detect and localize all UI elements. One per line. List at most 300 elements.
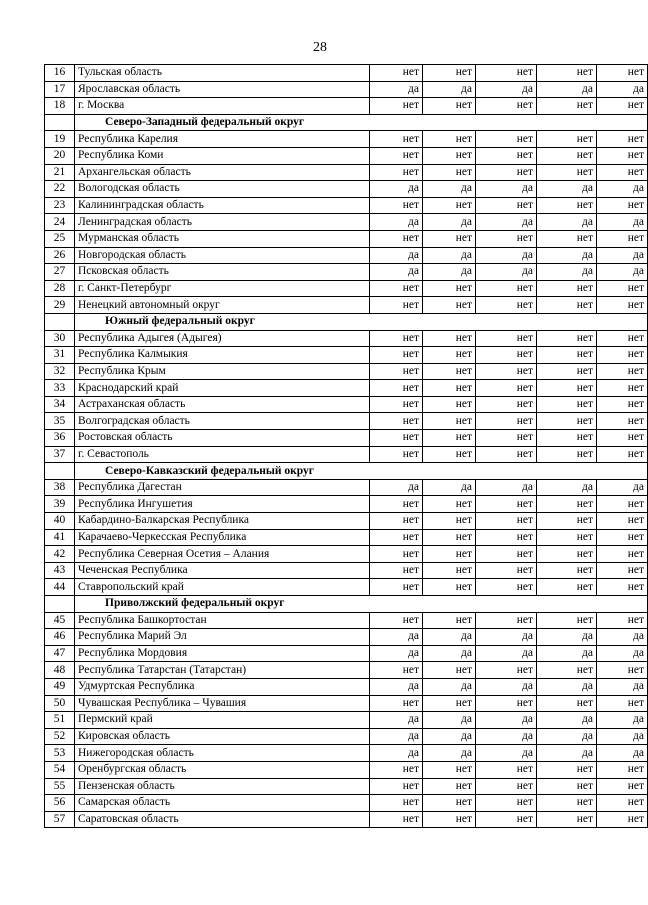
value-cell: нет: [370, 695, 423, 712]
value-cell: да: [537, 181, 597, 198]
region-name: Нижегородская область: [75, 745, 370, 762]
value-cell: нет: [476, 413, 537, 430]
value-cell: нет: [476, 197, 537, 214]
value-cell: да: [537, 629, 597, 646]
value-cell: да: [597, 712, 648, 729]
table-row: [45, 65, 648, 82]
value-cell: нет: [537, 98, 597, 115]
district-name: Приволжский федеральный округ: [75, 596, 648, 613]
value-cell: нет: [370, 795, 423, 812]
value-cell: нет: [423, 98, 476, 115]
row-number: 37: [45, 446, 75, 463]
value-cell: нет: [423, 197, 476, 214]
row-number: 51: [45, 712, 75, 729]
row-number: 22: [45, 181, 75, 198]
value-cell: нет: [537, 396, 597, 413]
value-cell: нет: [476, 147, 537, 164]
value-cell: нет: [370, 496, 423, 513]
table-row: [45, 513, 648, 530]
value-cell: нет: [423, 230, 476, 247]
row-number: 29: [45, 297, 75, 314]
district-name: Северо-Западный федеральный округ: [75, 114, 648, 131]
value-cell: нет: [597, 197, 648, 214]
row-number: 48: [45, 662, 75, 679]
value-cell: да: [537, 81, 597, 98]
value-cell: нет: [597, 363, 648, 380]
table-row: [45, 562, 648, 579]
value-cell: нет: [423, 65, 476, 82]
region-name: Тульская область: [75, 65, 370, 82]
value-cell: нет: [537, 430, 597, 447]
value-cell: нет: [370, 164, 423, 181]
value-cell: да: [370, 247, 423, 264]
value-cell: нет: [597, 778, 648, 795]
value-cell: нет: [476, 446, 537, 463]
table-row: [45, 695, 648, 712]
region-name: Республика Коми: [75, 147, 370, 164]
value-cell: нет: [370, 662, 423, 679]
value-cell: нет: [423, 778, 476, 795]
table-row: [45, 214, 648, 231]
value-cell: нет: [423, 662, 476, 679]
value-cell: да: [423, 629, 476, 646]
value-cell: нет: [597, 612, 648, 629]
table-row: [45, 131, 648, 148]
row-number: 36: [45, 430, 75, 447]
regions-table: [44, 64, 648, 828]
table-row: [45, 413, 648, 430]
region-name: Кировская область: [75, 728, 370, 745]
value-cell: нет: [597, 280, 648, 297]
row-number: 32: [45, 363, 75, 380]
value-cell: нет: [423, 131, 476, 148]
table-row: [45, 430, 648, 447]
value-cell: да: [537, 247, 597, 264]
value-cell: нет: [476, 280, 537, 297]
value-cell: нет: [423, 695, 476, 712]
value-cell: да: [423, 712, 476, 729]
value-cell: нет: [370, 529, 423, 546]
value-cell: нет: [423, 280, 476, 297]
row-number: 24: [45, 214, 75, 231]
value-cell: да: [423, 645, 476, 662]
value-cell: нет: [597, 98, 648, 115]
table-row: [45, 795, 648, 812]
value-cell: нет: [423, 761, 476, 778]
value-cell: нет: [537, 579, 597, 596]
region-name: Республика Калмыкия: [75, 347, 370, 364]
region-name: Самарская область: [75, 795, 370, 812]
table-row: [45, 330, 648, 347]
value-cell: да: [370, 645, 423, 662]
value-cell: да: [423, 678, 476, 695]
value-cell: нет: [597, 446, 648, 463]
value-cell: нет: [476, 612, 537, 629]
district-name: Южный федеральный округ: [75, 313, 648, 330]
region-name: Саратовская область: [75, 811, 370, 828]
value-cell: да: [476, 712, 537, 729]
row-number: 49: [45, 678, 75, 695]
value-cell: нет: [370, 396, 423, 413]
table-row: [45, 629, 648, 646]
value-cell: да: [597, 479, 648, 496]
value-cell: нет: [423, 562, 476, 579]
table-row: [45, 147, 648, 164]
value-cell: нет: [537, 811, 597, 828]
value-cell: нет: [476, 695, 537, 712]
value-cell: нет: [537, 380, 597, 397]
row-number: 44: [45, 579, 75, 596]
row-number: 50: [45, 695, 75, 712]
value-cell: нет: [423, 612, 476, 629]
value-cell: нет: [476, 546, 537, 563]
value-cell: нет: [370, 811, 423, 828]
value-cell: нет: [537, 164, 597, 181]
value-cell: да: [537, 745, 597, 762]
region-name: Республика Крым: [75, 363, 370, 380]
region-name: Волгоградская область: [75, 413, 370, 430]
region-name: Архангельская область: [75, 164, 370, 181]
value-cell: нет: [476, 363, 537, 380]
value-cell: нет: [476, 579, 537, 596]
region-name: г. Севастополь: [75, 446, 370, 463]
row-number: 28: [45, 280, 75, 297]
value-cell: нет: [537, 131, 597, 148]
value-cell: да: [597, 629, 648, 646]
value-cell: да: [476, 81, 537, 98]
value-cell: нет: [423, 430, 476, 447]
district-header-row: [45, 313, 648, 330]
value-cell: нет: [597, 761, 648, 778]
value-cell: нет: [370, 413, 423, 430]
value-cell: да: [423, 214, 476, 231]
row-number: 38: [45, 479, 75, 496]
region-name: Удмуртская Республика: [75, 678, 370, 695]
value-cell: да: [537, 728, 597, 745]
value-cell: нет: [476, 662, 537, 679]
value-cell: нет: [597, 662, 648, 679]
region-name: Краснодарский край: [75, 380, 370, 397]
value-cell: да: [370, 678, 423, 695]
value-cell: нет: [597, 695, 648, 712]
value-cell: нет: [423, 347, 476, 364]
district-name: Северо-Кавказский федеральный округ: [75, 463, 648, 480]
value-cell: нет: [537, 297, 597, 314]
value-cell: нет: [597, 147, 648, 164]
value-cell: нет: [537, 347, 597, 364]
page-number: 28: [313, 40, 327, 55]
value-cell: да: [476, 629, 537, 646]
region-name: Астраханская область: [75, 396, 370, 413]
value-cell: да: [423, 264, 476, 281]
region-name: Республика Дагестан: [75, 479, 370, 496]
value-cell: нет: [537, 612, 597, 629]
row-number: 54: [45, 761, 75, 778]
value-cell: да: [476, 214, 537, 231]
value-cell: нет: [597, 562, 648, 579]
value-cell: нет: [370, 230, 423, 247]
value-cell: нет: [370, 446, 423, 463]
value-cell: нет: [370, 513, 423, 530]
value-cell: нет: [476, 230, 537, 247]
value-cell: нет: [537, 761, 597, 778]
table-row: [45, 446, 648, 463]
value-cell: нет: [597, 230, 648, 247]
value-cell: да: [537, 479, 597, 496]
value-cell: нет: [370, 297, 423, 314]
value-cell: нет: [476, 396, 537, 413]
value-cell: да: [370, 214, 423, 231]
region-name: Республика Северная Осетия – Алания: [75, 546, 370, 563]
value-cell: нет: [597, 513, 648, 530]
value-cell: да: [370, 264, 423, 281]
empty-number-cell: [45, 596, 75, 613]
value-cell: да: [597, 181, 648, 198]
table-row: [45, 579, 648, 596]
table-row: [45, 712, 648, 729]
value-cell: нет: [423, 164, 476, 181]
value-cell: нет: [476, 811, 537, 828]
table-row: [45, 546, 648, 563]
value-cell: да: [370, 479, 423, 496]
value-cell: нет: [476, 98, 537, 115]
value-cell: нет: [597, 131, 648, 148]
region-name: Ростовская область: [75, 430, 370, 447]
value-cell: да: [476, 678, 537, 695]
row-number: 47: [45, 645, 75, 662]
table-row: [45, 612, 648, 629]
value-cell: нет: [370, 363, 423, 380]
value-cell: нет: [476, 513, 537, 530]
district-header-row: [45, 596, 648, 613]
region-name: Республика Татарстан (Татарстан): [75, 662, 370, 679]
row-number: 53: [45, 745, 75, 762]
value-cell: да: [597, 745, 648, 762]
table-row: [45, 396, 648, 413]
value-cell: нет: [476, 164, 537, 181]
table-row: [45, 98, 648, 115]
value-cell: нет: [537, 529, 597, 546]
value-cell: нет: [537, 662, 597, 679]
row-number: 20: [45, 147, 75, 164]
value-cell: нет: [476, 761, 537, 778]
region-name: Пензенская область: [75, 778, 370, 795]
value-cell: нет: [476, 131, 537, 148]
row-number: 18: [45, 98, 75, 115]
value-cell: нет: [423, 546, 476, 563]
value-cell: нет: [537, 280, 597, 297]
region-name: Псковская область: [75, 264, 370, 281]
table-row: [45, 811, 648, 828]
value-cell: да: [537, 645, 597, 662]
region-name: Пермский край: [75, 712, 370, 729]
row-number: 26: [45, 247, 75, 264]
value-cell: да: [476, 181, 537, 198]
value-cell: нет: [370, 147, 423, 164]
value-cell: да: [537, 712, 597, 729]
value-cell: нет: [476, 65, 537, 82]
row-number: 46: [45, 629, 75, 646]
value-cell: нет: [423, 795, 476, 812]
row-number: 21: [45, 164, 75, 181]
region-name: Карачаево-Черкесская Республика: [75, 529, 370, 546]
value-cell: нет: [537, 513, 597, 530]
value-cell: нет: [476, 529, 537, 546]
value-cell: нет: [423, 396, 476, 413]
row-number: 55: [45, 778, 75, 795]
value-cell: нет: [423, 147, 476, 164]
row-number: 17: [45, 81, 75, 98]
value-cell: да: [597, 645, 648, 662]
region-name: Республика Ингушетия: [75, 496, 370, 513]
row-number: 43: [45, 562, 75, 579]
value-cell: нет: [597, 164, 648, 181]
value-cell: нет: [370, 546, 423, 563]
value-cell: да: [597, 678, 648, 695]
value-cell: нет: [423, 380, 476, 397]
region-name: Республика Адыгея (Адыгея): [75, 330, 370, 347]
value-cell: да: [597, 81, 648, 98]
value-cell: нет: [423, 363, 476, 380]
value-cell: да: [476, 247, 537, 264]
value-cell: нет: [423, 579, 476, 596]
table-row: [45, 264, 648, 281]
value-cell: нет: [423, 513, 476, 530]
table-row: [45, 297, 648, 314]
value-cell: да: [537, 264, 597, 281]
row-number: 23: [45, 197, 75, 214]
table-row: [45, 479, 648, 496]
table-row: [45, 197, 648, 214]
row-number: 45: [45, 612, 75, 629]
table-row: [45, 728, 648, 745]
district-header-row: [45, 463, 648, 480]
row-number: 16: [45, 65, 75, 82]
district-header-row: [45, 114, 648, 131]
value-cell: нет: [370, 562, 423, 579]
value-cell: нет: [537, 695, 597, 712]
value-cell: да: [370, 181, 423, 198]
value-cell: да: [423, 81, 476, 98]
value-cell: нет: [476, 380, 537, 397]
row-number: 39: [45, 496, 75, 513]
table-row: [45, 81, 648, 98]
row-number: 41: [45, 529, 75, 546]
value-cell: нет: [597, 330, 648, 347]
value-cell: нет: [537, 65, 597, 82]
region-name: Республика Башкортостан: [75, 612, 370, 629]
value-cell: нет: [537, 562, 597, 579]
value-cell: да: [597, 728, 648, 745]
region-name: Ярославская область: [75, 81, 370, 98]
value-cell: нет: [537, 147, 597, 164]
table-row: [45, 363, 648, 380]
table-row: [45, 662, 648, 679]
row-number: 42: [45, 546, 75, 563]
value-cell: да: [370, 81, 423, 98]
value-cell: нет: [370, 330, 423, 347]
row-number: 30: [45, 330, 75, 347]
region-name: Мурманская область: [75, 230, 370, 247]
value-cell: да: [537, 678, 597, 695]
table-row: [45, 164, 648, 181]
value-cell: нет: [597, 65, 648, 82]
region-name: Ленинградская область: [75, 214, 370, 231]
value-cell: да: [597, 264, 648, 281]
table-row: [45, 347, 648, 364]
region-name: Оренбургская область: [75, 761, 370, 778]
table-row: [45, 778, 648, 795]
value-cell: нет: [597, 546, 648, 563]
value-cell: нет: [597, 496, 648, 513]
empty-number-cell: [45, 463, 75, 480]
table-row: [45, 247, 648, 264]
value-cell: нет: [597, 380, 648, 397]
region-name: Чувашская Республика – Чувашия: [75, 695, 370, 712]
value-cell: да: [597, 214, 648, 231]
value-cell: да: [597, 247, 648, 264]
row-number: 25: [45, 230, 75, 247]
region-name: Республика Карелия: [75, 131, 370, 148]
value-cell: нет: [597, 529, 648, 546]
value-cell: нет: [537, 446, 597, 463]
value-cell: нет: [423, 496, 476, 513]
region-name: Республика Марий Эл: [75, 629, 370, 646]
value-cell: нет: [476, 496, 537, 513]
value-cell: нет: [537, 546, 597, 563]
empty-number-cell: [45, 313, 75, 330]
value-cell: нет: [370, 197, 423, 214]
value-cell: нет: [423, 529, 476, 546]
row-number: 19: [45, 131, 75, 148]
table-row: [45, 280, 648, 297]
row-number: 31: [45, 347, 75, 364]
value-cell: да: [476, 264, 537, 281]
value-cell: нет: [370, 612, 423, 629]
region-name: Калининградская область: [75, 197, 370, 214]
value-cell: нет: [597, 795, 648, 812]
value-cell: да: [476, 728, 537, 745]
value-cell: нет: [597, 579, 648, 596]
regions-table-body: [45, 65, 648, 828]
value-cell: нет: [476, 347, 537, 364]
value-cell: нет: [597, 347, 648, 364]
value-cell: нет: [370, 65, 423, 82]
value-cell: нет: [597, 430, 648, 447]
value-cell: нет: [370, 778, 423, 795]
table-row: [45, 761, 648, 778]
row-number: 40: [45, 513, 75, 530]
table-row: [45, 181, 648, 198]
value-cell: нет: [537, 230, 597, 247]
row-number: 33: [45, 380, 75, 397]
value-cell: нет: [476, 778, 537, 795]
table-row: [45, 230, 648, 247]
region-name: Республика Мордовия: [75, 645, 370, 662]
row-number: 57: [45, 811, 75, 828]
region-name: Новгородская область: [75, 247, 370, 264]
region-name: г. Москва: [75, 98, 370, 115]
table-row: [45, 529, 648, 546]
empty-number-cell: [45, 114, 75, 131]
value-cell: нет: [370, 347, 423, 364]
value-cell: да: [423, 247, 476, 264]
table-row: [45, 496, 648, 513]
value-cell: да: [476, 745, 537, 762]
value-cell: нет: [370, 98, 423, 115]
region-name: г. Санкт-Петербург: [75, 280, 370, 297]
value-cell: нет: [476, 562, 537, 579]
